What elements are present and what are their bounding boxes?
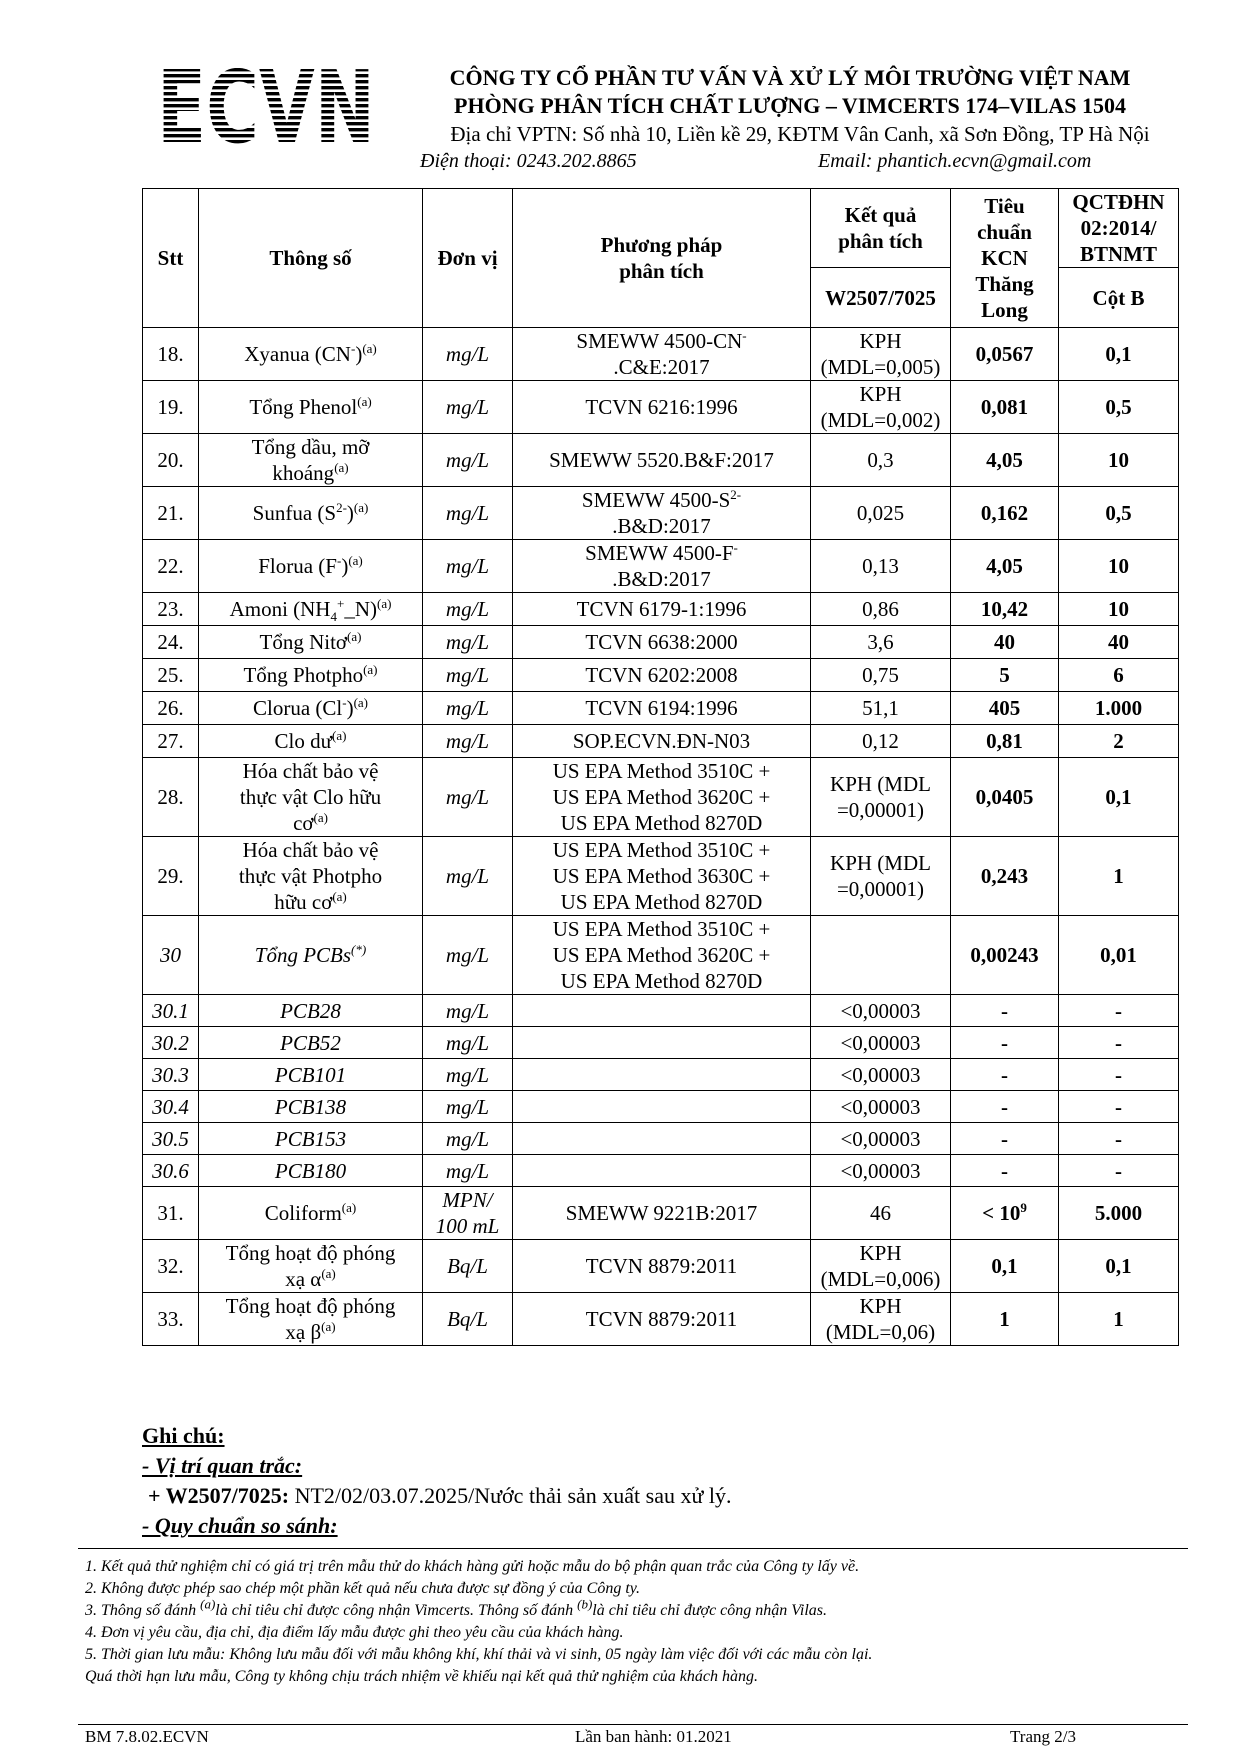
- issue-date: Lần ban hành: 01.2021: [575, 1727, 732, 1746]
- table-row: [143, 381, 1179, 434]
- row-param: PCB180: [199, 1155, 423, 1187]
- row-method: TCVN 6638:2000: [513, 626, 811, 659]
- row-std2: 0,1: [1059, 1240, 1179, 1293]
- company-name: CÔNG TY CỔ PHẦN TƯ VẤN VÀ XỬ LÝ MÔI TRƯỜNG VIỆT NAM: [449, 65, 1131, 90]
- table-row: [143, 916, 1179, 995]
- row-unit: mg/L: [423, 540, 513, 593]
- row-std2: 0,01: [1059, 916, 1179, 995]
- row-std1: 40: [951, 626, 1059, 659]
- row-param: Hóa chất bảo vệ thực vật Clo hữu $cơ^{(a)}$: [199, 758, 423, 837]
- table-row: [143, 626, 1179, 659]
- row-stt: 33.: [143, 1293, 199, 1346]
- row-std2: 2: [1059, 725, 1179, 758]
- table-row: [143, 1059, 1179, 1091]
- row-stt: 30.6: [143, 1155, 199, 1187]
- table-row: [143, 593, 1179, 626]
- table-row: [143, 487, 1179, 540]
- header-std2-col: Cột B: [1059, 268, 1179, 328]
- row-method: TCVN 8879:2011: [513, 1240, 811, 1293]
- page-number: Trang 2/3: [1010, 1727, 1076, 1746]
- row-std2: 0,1: [1059, 328, 1179, 381]
- row-unit: mg/L: [423, 1059, 513, 1091]
- row-std1: 0,0405: [951, 758, 1059, 837]
- row-std2: -: [1059, 1091, 1179, 1123]
- row-std1: -: [951, 995, 1059, 1027]
- footer-line: 4. Đơn vị yêu cầu, địa chỉ, địa điểm lấy mẫu được ghi theo yêu cầu của khách hàng.: [85, 1624, 624, 1641]
- row-unit: mg/L: [423, 916, 513, 995]
- company-logo: [155, 49, 377, 166]
- row-unit: mg/L: [423, 1091, 513, 1123]
- row-std2: 10: [1059, 434, 1179, 487]
- form-code: BM 7.8.02.ECVN: [85, 1727, 209, 1746]
- row-std2: 1: [1059, 1293, 1179, 1346]
- row-stt: 30: [143, 916, 199, 995]
- row-result: <0,00003: [811, 1059, 951, 1091]
- footer-line: 2. Không được phép sao chép một phần kết quả nếu chưa được sự đồng ý của Công ty.: [85, 1580, 641, 1597]
- row-param: Clorua $(Cl^-)^{(a)}$: [199, 692, 423, 725]
- header-std2: QCTĐHN 02:2014/ BTNMT: [1059, 189, 1179, 268]
- row-stt: 30.3: [143, 1059, 199, 1091]
- row-method: US EPA Method 3510C + US EPA Method 3620C + US EPA Method 8270D: [513, 916, 811, 995]
- row-param: Tổng hoạt độ phóng xạ $\beta^{(a)}$: [199, 1293, 423, 1346]
- row-result: 0,13: [811, 540, 951, 593]
- row-std1: 0,1: [951, 1240, 1059, 1293]
- row-method: TCVN 6194:1996: [513, 692, 811, 725]
- header-method: Phương pháp phân tích: [513, 189, 811, 328]
- row-result: KPH (MDL =0,00001): [811, 758, 951, 837]
- row-method: SMEWW 5520.B&F:2017: [513, 434, 811, 487]
- row-unit: mg/L: [423, 837, 513, 916]
- row-stt: 30.1: [143, 995, 199, 1027]
- row-unit: mg/L: [423, 995, 513, 1027]
- row-std1: 405: [951, 692, 1059, 725]
- row-std2: 0,1: [1059, 758, 1179, 837]
- row-std2: 0,5: [1059, 381, 1179, 434]
- table-row: [143, 1027, 1179, 1059]
- row-unit: mg/L: [423, 1155, 513, 1187]
- row-std2: -: [1059, 1123, 1179, 1155]
- table-row: [143, 1240, 1179, 1293]
- row-unit: mg/L: [423, 1123, 513, 1155]
- footer-notes: [85, 1556, 1195, 1688]
- row-unit: mg/L: [423, 434, 513, 487]
- notes: [142, 1421, 1178, 1541]
- row-method: [513, 1059, 811, 1091]
- row-std2: -: [1059, 995, 1179, 1027]
- row-std2: 1: [1059, 837, 1179, 916]
- row-param: Tổng hoạt độ phóng xạ $\alpha^{(a)}$: [199, 1240, 423, 1293]
- row-stt: 20.: [143, 434, 199, 487]
- row-stt: 29.: [143, 837, 199, 916]
- row-result: 0,3: [811, 434, 951, 487]
- row-std2: 5.000: [1059, 1187, 1179, 1240]
- row-std2: -: [1059, 1155, 1179, 1187]
- row-param: Tổng Phenol$^{(a)}$: [199, 381, 423, 434]
- row-stt: 32.: [143, 1240, 199, 1293]
- table-row: [143, 758, 1179, 837]
- table-row: [143, 1293, 1179, 1346]
- row-stt: 23.: [143, 593, 199, 626]
- row-result: <0,00003: [811, 1091, 951, 1123]
- row-std1: -: [951, 1027, 1059, 1059]
- row-std1: -: [951, 1123, 1059, 1155]
- row-method: [513, 995, 811, 1027]
- table-row: [143, 725, 1179, 758]
- row-result: 46: [811, 1187, 951, 1240]
- row-result: <0,00003: [811, 1027, 951, 1059]
- footer-bottom-divider: [78, 1724, 1188, 1725]
- row-param: PCB101: [199, 1059, 423, 1091]
- company-header: [390, 64, 1190, 174]
- header-unit: Đơn vị: [423, 189, 513, 328]
- row-unit: mg/L: [423, 593, 513, 626]
- table-row: [143, 659, 1179, 692]
- row-unit: mg/L: [423, 328, 513, 381]
- row-std2: 6: [1059, 659, 1179, 692]
- row-std1: 1: [951, 1293, 1059, 1346]
- row-param: Tổng PCBs(*): [199, 916, 423, 995]
- row-stt: 26.: [143, 692, 199, 725]
- row-unit: MPN/ 100 mL: [423, 1187, 513, 1240]
- row-unit: mg/L: [423, 758, 513, 837]
- footer-divider: [78, 1548, 1188, 1549]
- contact-line: [390, 148, 1190, 174]
- table-row: [143, 1091, 1179, 1123]
- sample-line: + W2507/7025: NT2/02/03.07.2025/Nước thải sản xuất sau xử lý.: [148, 1483, 732, 1508]
- row-method: TCVN 8879:2011: [513, 1293, 811, 1346]
- row-std2: 10: [1059, 540, 1179, 593]
- row-stt: 22.: [143, 540, 199, 593]
- row-result: KPH (MDL=0,002): [811, 381, 951, 434]
- row-result: 0,86: [811, 593, 951, 626]
- row-method: TCVN 6216:1996: [513, 381, 811, 434]
- row-param: PCB153: [199, 1123, 423, 1155]
- table-row: [143, 1187, 1179, 1240]
- row-param: PCB28: [199, 995, 423, 1027]
- table-row: [143, 1155, 1179, 1187]
- row-std1: -: [951, 1091, 1059, 1123]
- row-std1: 4,05: [951, 540, 1059, 593]
- row-std1: 5: [951, 659, 1059, 692]
- row-stt: 30.5: [143, 1123, 199, 1155]
- row-result: [811, 916, 951, 995]
- row-method: US EPA Method 3510C + US EPA Method 3620C + US EPA Method 8270D: [513, 758, 811, 837]
- row-unit: mg/L: [423, 659, 513, 692]
- row-std1: 0,243: [951, 837, 1059, 916]
- row-stt: 21.: [143, 487, 199, 540]
- table-row: [143, 328, 1179, 381]
- results-table: [142, 188, 1179, 1346]
- row-std2: 0,5: [1059, 487, 1179, 540]
- location-title: - Vị trí quan trắc:: [142, 1453, 303, 1478]
- row-method: [513, 1091, 811, 1123]
- lab-name: PHÒNG PHÂN TÍCH CHẤT LƯỢNG – VIMCERTS 174–VILAS 1504: [454, 93, 1126, 118]
- row-unit: Bq/L: [423, 1240, 513, 1293]
- row-method: US EPA Method 3510C + US EPA Method 3630C + US EPA Method 8270D: [513, 837, 811, 916]
- row-result: <0,00003: [811, 1123, 951, 1155]
- row-method: SMEWW 4500-CN- .C&E:2017: [513, 328, 811, 381]
- row-method: SMEWW 4500-F- .B&D:2017: [513, 540, 811, 593]
- row-result: 3,6: [811, 626, 951, 659]
- row-std1: 0,162: [951, 487, 1059, 540]
- footer-line: 1. Kết quả thử nghiệm chỉ có giá trị trên mẫu thử do khách hàng gửi hoặc mẫu do bộ phận quan trắc của Công ty lấy về.: [85, 1558, 860, 1575]
- row-unit: mg/L: [423, 725, 513, 758]
- row-std1: -: [951, 1155, 1059, 1187]
- logo-text: ECVN: [157, 49, 375, 166]
- row-param: Tổng dầu, mỡ khoáng$^{(a)}$: [199, 434, 423, 487]
- header-result: Kết quả phân tích: [811, 189, 951, 268]
- row-method: SMEWW $4500-S^{2-}$ .B&D:2017: [513, 487, 811, 540]
- row-stt: 31.: [143, 1187, 199, 1240]
- row-param: PCB138: [199, 1091, 423, 1123]
- row-std1: 0,0567: [951, 328, 1059, 381]
- row-unit: mg/L: [423, 692, 513, 725]
- row-unit: Bq/L: [423, 1293, 513, 1346]
- row-param: Florua $(F^-)^{(a)}$: [199, 540, 423, 593]
- row-std1: -: [951, 1059, 1059, 1091]
- row-result: KPH (MDL=0,06): [811, 1293, 951, 1346]
- header-std1: Tiêu chuẩn KCN Thăng Long: [951, 189, 1059, 328]
- row-method: SMEWW 9221B:2017: [513, 1187, 811, 1240]
- notes-title: Ghi chú:: [142, 1423, 225, 1448]
- row-std2: -: [1059, 1027, 1179, 1059]
- row-unit: mg/L: [423, 487, 513, 540]
- row-unit: mg/L: [423, 381, 513, 434]
- table-row: [143, 692, 1179, 725]
- row-std2: 40: [1059, 626, 1179, 659]
- header-sample: W2507/7025: [811, 268, 951, 328]
- row-result: <0,00003: [811, 1155, 951, 1187]
- row-param: Sunfua $(S^{2-})^{(a)}$: [199, 487, 423, 540]
- row-std1: 0,081: [951, 381, 1059, 434]
- row-stt: 25.: [143, 659, 199, 692]
- table-row: [143, 995, 1179, 1027]
- row-result: KPH (MDL=0,005): [811, 328, 951, 381]
- table-row: [143, 1123, 1179, 1155]
- table-row: [143, 837, 1179, 916]
- row-param: Tổng Photpho$^{(a)}$: [199, 659, 423, 692]
- row-method: SOP.ECVN.ĐN-N03: [513, 725, 811, 758]
- table-row: [143, 540, 1179, 593]
- row-method: [513, 1155, 811, 1187]
- company-address: Địa chỉ VPTN: Số nhà 10, Liền kề 29, KĐTM Vân Canh, xã Sơn Đồng, TP Hà Nội: [450, 122, 1150, 146]
- row-param: Clo $dư^{(a)}$: [199, 725, 423, 758]
- row-method: TCVN 6202:2008: [513, 659, 811, 692]
- row-method: TCVN 6179-1:1996: [513, 593, 811, 626]
- row-param: Xyanua $(CN^-)^{(a)}$: [199, 328, 423, 381]
- row-param: Tổng Nitơ$^{(a)}$: [199, 626, 423, 659]
- row-std2: 10: [1059, 593, 1179, 626]
- row-stt: 24.: [143, 626, 199, 659]
- row-std1: 4,05: [951, 434, 1059, 487]
- row-std2: -: [1059, 1059, 1179, 1091]
- row-unit: mg/L: [423, 626, 513, 659]
- row-std2: 1.000: [1059, 692, 1179, 725]
- table-row: [143, 434, 1179, 487]
- row-std1: 10,42: [951, 593, 1059, 626]
- row-stt: 27.: [143, 725, 199, 758]
- row-result: KPH (MDL=0,006): [811, 1240, 951, 1293]
- row-param: Hóa chất bảo vệ thực vật Photpho hữu $cơ^{(a)}$: [199, 837, 423, 916]
- row-unit: mg/L: [423, 1027, 513, 1059]
- row-result: 0,75: [811, 659, 951, 692]
- header-stt: Stt: [143, 189, 199, 328]
- footer-line: 3. Thông số đánh $^{(a)}$là chỉ tiêu chỉ được công nhận Vimcerts. Thông số đánh $^{(b)}$là chỉ tiêu chỉ được công nhận Vilas.: [85, 1596, 827, 1619]
- row-param: PCB52: [199, 1027, 423, 1059]
- standard-title: - Quy chuẩn so sánh:: [142, 1513, 338, 1538]
- row-result: 0,025: [811, 487, 951, 540]
- row-stt: 30.4: [143, 1091, 199, 1123]
- row-method: [513, 1027, 811, 1059]
- row-param: Coliform$^{(a)}$: [199, 1187, 423, 1240]
- row-result: KPH (MDL =0,00001): [811, 837, 951, 916]
- company-email: Email: phantich.ecvn@gmail.com: [818, 150, 1092, 172]
- row-result: 51,1: [811, 692, 951, 725]
- row-param: Amoni $(NH_4^+\_N)^{(a)}$: [199, 593, 423, 626]
- header-param: Thông số: [199, 189, 423, 328]
- row-result: 0,12: [811, 725, 951, 758]
- row-std1: 0,00243: [951, 916, 1059, 995]
- footer-line: Quá thời hạn lưu mẫu, Công ty không chịu trách nhiệm về khiếu nại kết quả thử nghiệm của khách hàng.: [85, 1668, 758, 1685]
- row-stt: 18.: [143, 328, 199, 381]
- company-phone: Điện thoại: 0243.202.8865: [420, 150, 637, 172]
- row-std1: < $10^9$: [951, 1187, 1059, 1240]
- footer-line: 5. Thời gian lưu mẫu: Không lưu mẫu đối với mẫu không khí, khí thải và vi sinh, 05 ngày làm việc đối với các mẫu còn lại.: [85, 1646, 873, 1663]
- row-result: <0,00003: [811, 995, 951, 1027]
- row-method: [513, 1123, 811, 1155]
- row-stt: 30.2: [143, 1027, 199, 1059]
- row-std1: 0,81: [951, 725, 1059, 758]
- row-stt: 19.: [143, 381, 199, 434]
- row-stt: 28.: [143, 758, 199, 837]
